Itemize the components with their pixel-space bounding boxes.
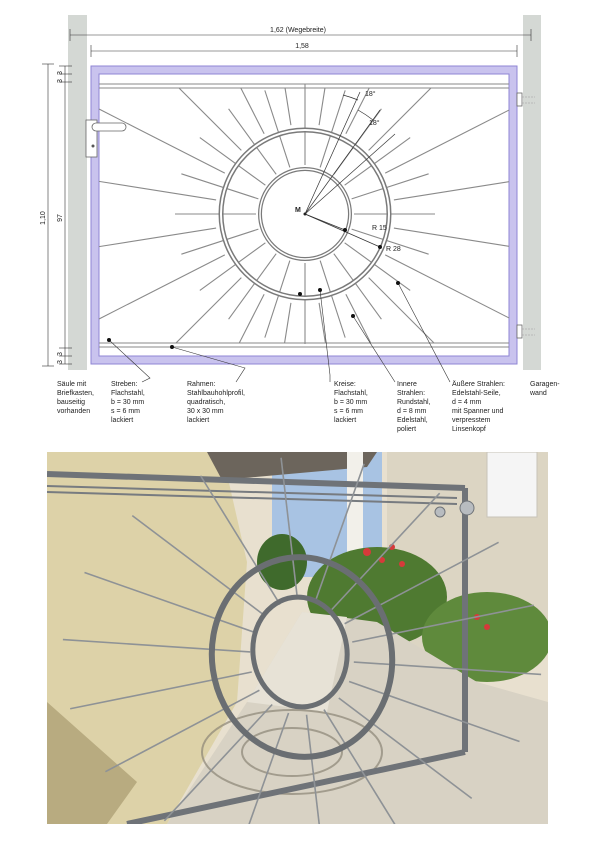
label-struts-line: b = 30 mm xyxy=(111,399,145,406)
garage-wall xyxy=(523,15,541,370)
angle-label-1: 18° xyxy=(365,91,376,98)
inner-height-label: 97 xyxy=(57,214,64,222)
label-garage-line: Garagen- xyxy=(530,381,560,388)
label-inner-rays-line: poliert xyxy=(397,426,417,433)
label-frame-line: Stahlbauhohlprofil, xyxy=(187,390,245,397)
label-outer-rays-line: Äußere Strahlen: xyxy=(452,381,505,388)
top-offset-2-label: 3 xyxy=(57,79,64,83)
label-post-line: Säule mit xyxy=(57,381,87,388)
label-frame-line: Rahmen: xyxy=(187,381,216,388)
label-struts-line: Flachstahl, xyxy=(111,390,145,397)
label-struts-line: s = 6 mm xyxy=(111,408,140,415)
center-point xyxy=(304,213,307,216)
radius-label-inner: R 15 xyxy=(372,225,387,232)
label-circles xyxy=(334,381,370,424)
label-post-line: vorhanden xyxy=(57,408,91,415)
label-struts-line: lackiert xyxy=(111,417,134,424)
label-outer-rays-line: Edelstahl-Seile, xyxy=(452,390,501,397)
label-frame-line: quadratisch, xyxy=(187,399,226,406)
label-frame xyxy=(187,381,247,424)
angle-label-2: 18° xyxy=(369,120,380,127)
label-outer-rays-line: mit Spanner und xyxy=(452,408,504,415)
post-wall xyxy=(68,15,87,370)
label-post-line: Briefkasten, xyxy=(57,390,94,397)
gate-photo xyxy=(47,452,548,824)
total-width-label: 1,62 (Wegebreite) xyxy=(270,27,326,34)
label-garage-line: wand xyxy=(530,390,547,397)
label-inner-rays-line: Rundstahl, xyxy=(397,399,431,406)
label-circles-line: Flachstahl, xyxy=(334,390,368,397)
label-outer-rays-line: verpresstem xyxy=(452,417,491,424)
label-outer-rays-line: Linsenkopf xyxy=(452,426,486,433)
label-frame-line: 30 x 30 mm xyxy=(187,408,224,415)
hinges xyxy=(517,93,522,338)
label-circles-line: s = 6 mm xyxy=(334,408,363,415)
label-post xyxy=(57,381,96,415)
label-post-line: bauseitig xyxy=(57,399,86,406)
label-struts-line: Streben: xyxy=(111,381,138,388)
label-inner-rays-line: Innere xyxy=(397,381,417,388)
label-inner-rays xyxy=(397,381,432,433)
label-outer-rays-line: d = 4 mm xyxy=(452,399,482,406)
label-inner-rays-line: Edelstahl, xyxy=(397,417,428,424)
photo-window xyxy=(487,452,537,517)
center-label: M xyxy=(295,207,301,214)
label-outer-rays xyxy=(452,380,507,433)
label-circles-line: Kreise: xyxy=(334,381,356,388)
bottom-offset-2-label: 3 xyxy=(57,360,64,364)
radius-label-outer: R 28 xyxy=(386,246,401,253)
inner-width-label: 1,58 xyxy=(295,43,309,50)
label-inner-rays-line: d = 8 mm xyxy=(397,408,427,415)
label-circles-line: b = 30 mm xyxy=(334,399,368,406)
label-inner-rays-line: Strahlen: xyxy=(397,390,426,397)
label-frame-line: lackiert xyxy=(187,417,210,424)
bottom-offset-1-label: 3 xyxy=(57,352,64,356)
top-offset-1-label: 3 xyxy=(57,71,64,75)
label-circles-line: lackiert xyxy=(334,417,357,424)
label-garage xyxy=(529,381,562,397)
label-struts xyxy=(111,381,147,424)
total-height-label: 1,10 xyxy=(40,211,47,225)
